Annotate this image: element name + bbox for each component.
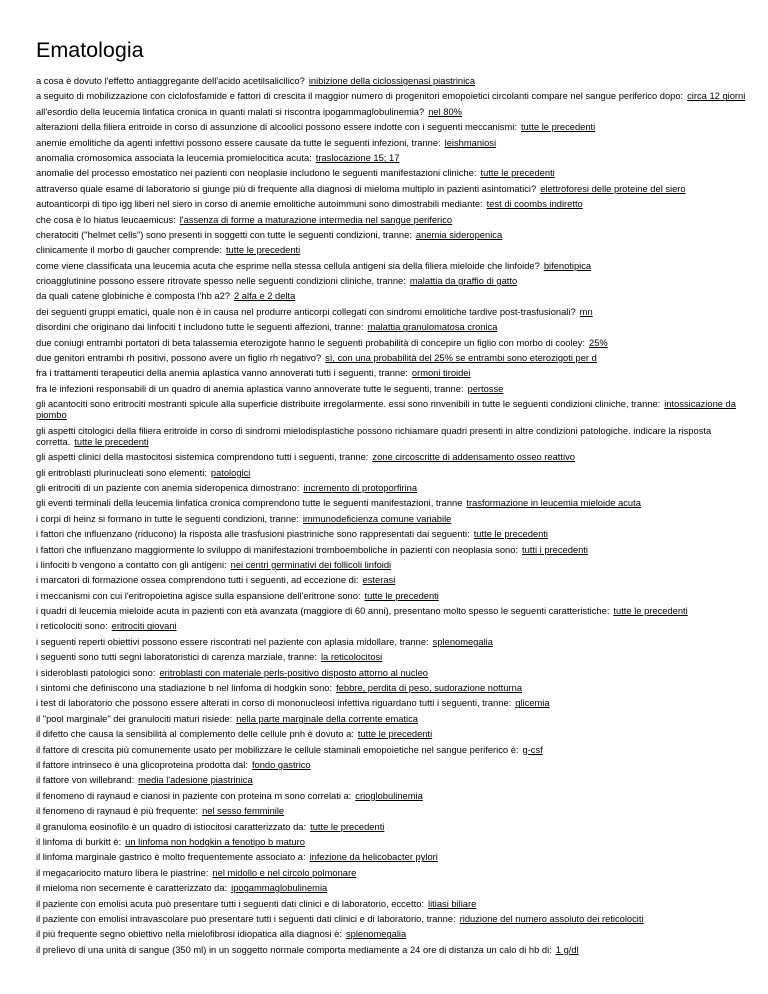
question-item bbox=[36, 76, 748, 87]
answer-text: circa 12 giorni bbox=[687, 91, 746, 102]
answer-text: trasformazione in leucemia mieloide acuta bbox=[466, 498, 641, 509]
question-text: il fattore von willebrand: bbox=[36, 775, 135, 786]
question-item bbox=[36, 184, 748, 195]
answer-text: febbre, perdita di peso, sudorazione notturna bbox=[336, 683, 523, 694]
question-text: gli aspetti clinici della mastocitosi sistemica comprendono tutti i seguenti, tranne: bbox=[36, 452, 369, 463]
answer-text: zone circoscritte di addensamento osseo reattivo bbox=[372, 452, 575, 463]
answer-text: inibizione della ciclossigenasi piastrinica bbox=[308, 76, 476, 86]
question-text: i linfociti b vengono a contatto con gli antigeni: bbox=[36, 559, 227, 570]
answer-text: splenomegalia bbox=[345, 929, 407, 940]
question-text: il fenomeno di raynaud e cianosi in paziente con proteina m sono correlati a: bbox=[36, 790, 352, 801]
answer-text: riduzione del numero assoluto dei reticolociti bbox=[459, 913, 644, 924]
question-item bbox=[36, 621, 748, 632]
answer-text: malattia da graffio di gatto bbox=[409, 276, 518, 287]
answer-text: glicemia bbox=[515, 698, 550, 709]
question-text: i meccanismi con cui l'eritropoietina agisce sulla espansione dell'eritrone sono: bbox=[36, 590, 361, 601]
question-item bbox=[36, 168, 748, 179]
question-item bbox=[36, 138, 748, 149]
answer-text: splenomegalia bbox=[432, 636, 493, 647]
answer-text: tutti i precedenti bbox=[522, 544, 588, 555]
answer-text: tutte le precedenti bbox=[74, 436, 149, 447]
question-text: gli eventi terminali della leucemia linfatica cronica comprendono tutte le seguenti manifestazioni, tranne bbox=[36, 498, 463, 509]
answer-text: 2 alfa e 2 delta bbox=[234, 291, 296, 302]
question-text: il prelievo di una unità di sangue (350 ml) in un soggetto normale comporta mediamente a 24 ore di distanza un calo di hb di: bbox=[36, 944, 552, 955]
answer-text: test di coombs indiretto bbox=[486, 199, 583, 210]
question-item bbox=[36, 914, 748, 925]
answer-text: nei centri germinativi dei follicoli linfoidi bbox=[230, 559, 392, 570]
question-text: gli eritrociti di un paziente con anemia sideropenica dimostrano: bbox=[36, 482, 300, 493]
answer-text: tutte le precedenti bbox=[357, 729, 433, 740]
answer-text: pertosse bbox=[467, 383, 504, 394]
answer-text: eritrociti giovani bbox=[111, 621, 177, 632]
question-text: il paziente con emolisi acuta può presentare tutti i seguenti dati clinici e di laboratorio, eccetto: bbox=[36, 898, 424, 909]
answer-text: leishmaniosi bbox=[444, 137, 497, 148]
question-text: che cosa è lo hiatus leucaemicus: bbox=[36, 214, 176, 225]
question-text: anemie emolitiche da agenti infettivi possono essere causate da tutte le seguenti infezioni, tranne: bbox=[36, 137, 441, 148]
question-item bbox=[36, 426, 748, 448]
question-item bbox=[36, 514, 748, 525]
question-text: due coniugi entrambi portatori di beta talassemia eterozigote hanno le seguenti probabilità di concepire un figlio con morbo di cooley: bbox=[36, 337, 586, 348]
answer-text: litiasi biliare bbox=[428, 898, 477, 909]
question-text: il fenomeno di raynaud è più frequente: bbox=[36, 806, 199, 817]
question-item bbox=[36, 806, 748, 817]
question-item bbox=[36, 452, 748, 463]
answer-text: tutte le precedenti bbox=[473, 529, 548, 540]
answer-text: tutte le precedenti bbox=[520, 122, 596, 133]
answer-text: patologici bbox=[210, 467, 251, 478]
question-text: i sintomi che definiscono una stadiazione b nel linfoma di hodgkin sono: bbox=[36, 683, 333, 694]
question-item bbox=[36, 822, 748, 833]
question-text: i reticolociti sono: bbox=[36, 621, 108, 632]
answer-text: anemia sideropenica bbox=[415, 229, 503, 240]
question-item bbox=[36, 498, 748, 509]
question-text: il paziente con emolisi intravascolare può presentare tutti i seguenti dati clinici e di laboratorio, tranne: bbox=[36, 913, 456, 924]
answer-text: tutte le precedenti bbox=[613, 606, 688, 617]
question-item bbox=[36, 652, 748, 663]
question-item bbox=[36, 760, 748, 771]
answer-text: bifenotipica bbox=[543, 260, 592, 271]
question-item bbox=[36, 837, 748, 848]
question-item bbox=[36, 107, 748, 118]
question-text: il megacariocito maturo libera le piastrine: bbox=[36, 867, 209, 878]
question-item bbox=[36, 929, 748, 940]
question-item bbox=[36, 153, 748, 164]
answer-text: media l'adesione piastrinica bbox=[138, 775, 253, 786]
answer-text: eritroblasti con materiale perls-positivo disposto attorno al nucleo bbox=[159, 667, 428, 678]
question-item bbox=[36, 945, 748, 956]
answer-text: nel midollo e nel circolo polmonare bbox=[212, 867, 357, 878]
question-item bbox=[36, 883, 748, 894]
answer-text: tutte le precedenti bbox=[225, 245, 301, 256]
question-text: il difetto che causa la sensibilità al complemento delle cellule pnh è dovuto a: bbox=[36, 729, 354, 740]
question-list bbox=[36, 76, 748, 956]
question-text: come viene classificata una leucemia acuta che esprime nella stessa cellula antigeni sia della filiera mieloide che linfoide? bbox=[36, 260, 540, 271]
answer-text: la reticolocitosi bbox=[320, 652, 383, 663]
question-item bbox=[36, 276, 748, 287]
question-item bbox=[36, 91, 748, 102]
question-text: il granuloma eosinofilo è un quadro di istiocitosi caratterizzato da: bbox=[36, 821, 307, 832]
question-text: cheratociti ("helmet cells") sono presenti in soggetti con tutte le seguenti condizioni, tranne: bbox=[36, 229, 412, 240]
question-item bbox=[36, 545, 748, 556]
answer-text: fondo gastrico bbox=[251, 759, 311, 770]
answer-text: nella parte marginale della corrente ematica bbox=[236, 713, 418, 724]
answer-text: sì, con una probabilità del 25% se entrambi sono eterozigoti per d bbox=[325, 353, 597, 364]
question-text: a cosa è dovuto l'effetto antiaggregante dell'acido acetilsalicilico? bbox=[36, 76, 305, 86]
question-text: il linfoma marginale gastrico è molto frequentemente associato a: bbox=[36, 852, 306, 863]
question-text: attraverso quale esame di laboratorio si giunge più di frequente alla diagnosi di mieloma multiplo in pazienti asintomatici? bbox=[36, 183, 537, 194]
question-item bbox=[36, 468, 748, 479]
question-text: il linfoma di burkitt è: bbox=[36, 836, 122, 847]
question-text: da quali catene globiniche è composta l'hb a2? bbox=[36, 291, 230, 302]
question-item bbox=[36, 899, 748, 910]
question-text: anomalie del processo emostatico nei pazienti con neoplasie includono le seguenti manifestazioni cliniche: bbox=[36, 168, 477, 179]
document-title: Ematologia bbox=[36, 38, 144, 62]
question-text: disordini che originano dai linfociti t includono tutte le seguenti affezioni, tranne: bbox=[36, 322, 364, 333]
question-item bbox=[36, 307, 748, 318]
question-item bbox=[36, 637, 748, 648]
question-item bbox=[36, 230, 748, 241]
answer-text: 25% bbox=[589, 337, 608, 348]
question-item bbox=[36, 606, 748, 617]
question-item bbox=[36, 698, 748, 709]
question-item bbox=[36, 338, 748, 349]
answer-text: tutte le precedenti bbox=[364, 590, 439, 601]
question-text: gli aspetti citologici della filiera eritroide in corso di sindromi mielodisplastiche possono richiamare quadri presenti in altre condizioni patologiche. indicare la risposta corretta. bbox=[36, 425, 712, 447]
question-item bbox=[36, 399, 748, 421]
answer-text: nel 80% bbox=[428, 106, 462, 117]
question-item bbox=[36, 591, 748, 602]
question-item bbox=[36, 291, 748, 302]
answer-text: l'assenza di forme a maturazione intermedia nel sangue periferico bbox=[179, 214, 453, 225]
question-text: il più frequente segno obiettivo nella mielofibrosi idiopatica alla diagnosi è: bbox=[36, 929, 342, 940]
question-text: i seguenti reperti obiettivi possono essere riscontrati nel paziente con aplasia midollare, tranne: bbox=[36, 636, 429, 647]
answer-text: nel sesso femminile bbox=[202, 806, 285, 817]
question-text: gli acantociti sono eritrociti mostranti spicule alla superficie distribuite irregolarmente. essi sono rinvenibili in tutte le seguenti condizioni cliniche, tranne: bbox=[36, 399, 661, 410]
question-text: alterazioni della filiera eritroide in corso di assunzione di alcoolici possono essere indotte con i seguenti meccanismi: bbox=[36, 122, 517, 133]
question-text: il fattore di crescita più comunemente usato per mobilizzare le cellule staminali emopoietiche nel sangue periferico è: bbox=[36, 744, 519, 755]
question-text: il fattore intrinseco è una glicoproteina prodotta dal: bbox=[36, 759, 248, 770]
question-item bbox=[36, 560, 748, 571]
question-item bbox=[36, 791, 748, 802]
question-text: dei seguenti gruppi ematici, quale non è in causa nel produrre anticorpi collegati con sindromi emolitiche tardive post-trasfusionali? bbox=[36, 306, 576, 317]
answer-text: 1 g/dl bbox=[555, 944, 579, 955]
question-item bbox=[36, 868, 748, 879]
answer-text: un linfoma non hodgkin a fenotipo b maturo bbox=[125, 836, 305, 847]
question-text: due genitori entrambi rh positivi, possono avere un figlio rh negativo? bbox=[36, 353, 322, 364]
question-text: autoanticorpi di tipo igg liberi nel siero in corso di anemie emolitiche autoimmuni sono dimostrabili mediante: bbox=[36, 199, 483, 210]
answer-text: incremento di protoporfirina bbox=[303, 482, 418, 493]
answer-text: elettroforesi delle proteine del siero bbox=[540, 183, 686, 194]
question-text: gli eritroblasti plurinucleati sono elementi: bbox=[36, 467, 207, 478]
question-text: i quadri di leucemia mieloide acuta in pazienti con età avanzata (maggiore di 60 anni), presentano molto spesso le seguenti caratteristiche: bbox=[36, 606, 610, 617]
question-item bbox=[36, 714, 748, 725]
answer-text: esterasi bbox=[362, 575, 396, 586]
question-item bbox=[36, 322, 748, 333]
question-text: i marcatori di formazione ossea comprendono tutti i seguenti, ad eccezione di: bbox=[36, 575, 359, 586]
question-text: il "pool marginale" dei granulociti maturi risiede: bbox=[36, 713, 233, 724]
question-text: i fattori che influenzano maggiormente lo sviluppo di manifestazioni tromboemboliche in pazienti con neoplasia sono: bbox=[36, 544, 519, 555]
question-text: i corpi di heinz si formano in tutte le seguenti condizioni, tranne: bbox=[36, 513, 299, 524]
answer-text: ormoni tiroidei bbox=[411, 368, 471, 379]
question-item bbox=[36, 683, 748, 694]
question-text: a seguito di mobilizzazione con ciclofosfamide e fattori di crescita il maggior numero di progenitori emopoietici circolanti compare nel sangue periferico dopo: bbox=[36, 91, 684, 102]
question-item bbox=[36, 245, 748, 256]
question-item bbox=[36, 575, 748, 586]
answer-text: crioglobulinemia bbox=[355, 790, 423, 801]
question-text: anomalia cromosomica associata la leucemia promielocitica acuta: bbox=[36, 152, 312, 163]
question-item bbox=[36, 215, 748, 226]
question-item bbox=[36, 261, 748, 272]
question-item bbox=[36, 775, 748, 786]
question-item bbox=[36, 852, 748, 863]
question-text: i seguenti sono tutti segni laboratoristici di carenza marziale, tranne: bbox=[36, 652, 317, 663]
answer-text: immunodeficienza comune variabile bbox=[302, 513, 452, 524]
answer-text: intossicazione da piombo bbox=[36, 399, 736, 421]
question-text: i sideroblasti patologici sono: bbox=[36, 667, 156, 678]
question-item bbox=[36, 668, 748, 679]
question-item bbox=[36, 745, 748, 756]
answer-text: tutte le precedenti bbox=[310, 821, 385, 832]
answer-text: g-csf bbox=[522, 744, 543, 755]
question-item bbox=[36, 199, 748, 210]
answer-text: infezione da helicobacter pylori bbox=[309, 852, 438, 863]
question-text: fra le infezioni responsabili di un quadro di anemia aplastica vanno annoverate tutte le seguenti, tranne: bbox=[36, 383, 464, 394]
question-item bbox=[36, 353, 748, 364]
answer-text: ipogammaglobulinemia bbox=[231, 883, 328, 894]
question-item bbox=[36, 529, 748, 540]
question-text: clinicamente il morbo di gaucher comprende: bbox=[36, 245, 222, 256]
question-text: crioagglutinine possono essere ritrovate spesso nelle seguenti condizioni cliniche, tranne: bbox=[36, 276, 406, 287]
question-text: i fattori che influenzano (riducono) la risposta alle trasfusioni piastriniche sono rappresentati dai seguenti: bbox=[36, 529, 470, 540]
question-item bbox=[36, 368, 748, 379]
question-item bbox=[36, 729, 748, 740]
question-text: fra i trattamenti terapeutici della anemia aplastica vanno annoverati tutti i seguenti, tranne: bbox=[36, 368, 408, 379]
question-item bbox=[36, 384, 748, 395]
question-text: all'esordio della leucemia linfatica cronica in quanti malati si riscontra ipogammaglobulinemia? bbox=[36, 106, 425, 117]
answer-text: traslocazione 15; 17 bbox=[315, 152, 400, 163]
answer-text: malattia granulomatosa cronica bbox=[367, 322, 498, 333]
question-text: il mieloma non secernente è caratterizzato da: bbox=[36, 883, 228, 894]
question-text: i test di laboratorio che possono essere alterati in corso di mononucleosi infettiva riguardano tutti i seguenti, tranne: bbox=[36, 698, 512, 709]
question-item bbox=[36, 483, 748, 494]
question-item bbox=[36, 122, 748, 133]
answer-text: tutte le precedenti bbox=[480, 168, 555, 179]
answer-text: mn bbox=[579, 306, 593, 317]
